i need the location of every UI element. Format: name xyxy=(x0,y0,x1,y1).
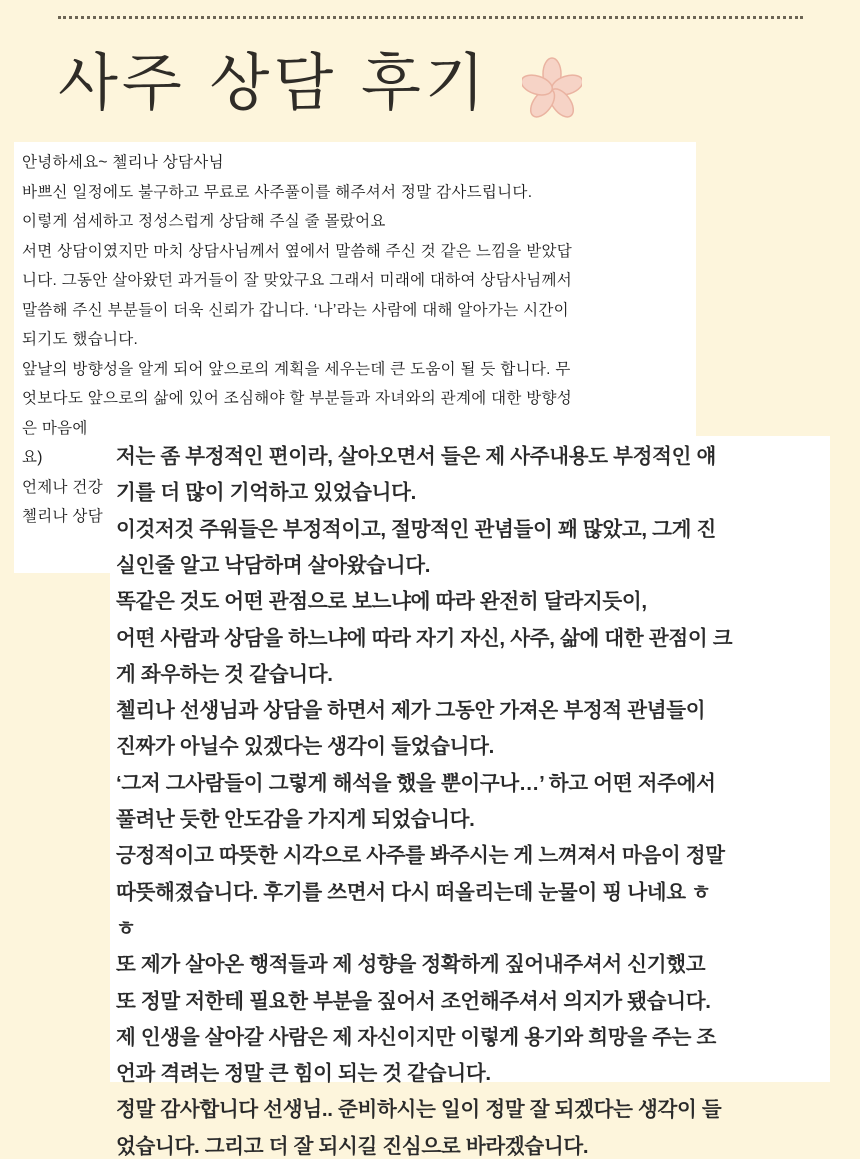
review-text-line: 말씀해 주신 부분들이 더욱 신뢰가 갑니다. ‘나’라는 사람에 대해 알아가는 시간이 xyxy=(22,301,569,319)
review-text-line: 언제나 건강 xyxy=(22,478,103,496)
review-text-line: 니다. 그동안 살아왔던 과거들이 잘 맞았구요 그래서 미래에 대하여 상담사님께서 xyxy=(22,272,573,289)
review-text-line: 또 제가 살아온 행적들과 제 성향을 정확하게 짚어내주셔서 신기했고 xyxy=(116,953,706,977)
review-text-line: 정말 감사합니다 선생님.. 준비하시는 일이 정말 잘 되겠다는 생각이 들 xyxy=(116,1098,722,1122)
review-text-line: 게 좌우하는 것 같습니다. xyxy=(116,662,333,686)
review-text-line: 은 마음에 xyxy=(22,419,88,437)
review-text-line: 안녕하세요~ 첼리나 상담사님 xyxy=(22,154,224,171)
review-text-line: 되기도 했습니다. xyxy=(22,331,139,348)
review-text-line: ㅎ xyxy=(116,916,136,940)
review-text-line: 서면 상담이였지만 마치 상담사님께서 옆에서 말씀해 주신 것 같은 느낌을 받았답 xyxy=(22,242,573,260)
review-text-line: 이렇게 섬세하고 정성스럽게 상담해 주실 줄 몰랐어요 xyxy=(22,213,386,230)
review-text-line: 긍정적이고 따뜻한 시각으로 사주를 봐주시는 게 느껴져서 마음이 정말 xyxy=(116,844,725,868)
review-text-line: 어떤 사람과 상담을 하느냐에 따라 자기 자신, 사주, 삶에 대한 관점이 크 xyxy=(116,626,733,650)
review-text-line: 첼리나 선생님과 상담을 하면서 제가 그동안 가져온 부정적 관념들이 xyxy=(116,699,706,723)
review-text-line: 실인줄 알고 낙담하며 살아왔습니다. xyxy=(116,553,431,577)
review-text-line: 이것저것 주워들은 부정적이고, 절망적인 관념들이 꽤 많았고, 그게 진 xyxy=(116,517,717,541)
review-text-line: 진짜가 아닐수 있겠다는 생각이 들었습니다. xyxy=(116,735,495,759)
review-text-line: 제 인생을 살아갈 사람은 제 자신이지만 이렇게 용기와 희망을 주는 조 xyxy=(116,1025,717,1049)
review-text-line: 또 정말 저한테 필요한 부분을 짚어서 조언해주셔서 의지가 됐습니다. xyxy=(116,989,711,1013)
review-text-line: 었습니다. 그리고 더 잘 되시길 진심으로 바라겠습니다. xyxy=(116,1134,589,1158)
review-text-line: 엇보다도 앞으로의 삶에 있어 조심해야 할 부분들과 자녀와의 관계에 대한 방향성 xyxy=(22,390,573,407)
page-title: 사주 상담 후기 xyxy=(58,46,489,119)
review-text-line: 바쁘신 일정에도 불구하고 무료로 사주풀이를 해주셔서 정말 감사드립니다. xyxy=(22,183,533,201)
review-text-line: 똑같은 것도 어떤 관점으로 보느냐에 따라 완전히 달라지듯이, xyxy=(116,590,647,614)
review-card-2 xyxy=(110,436,830,1158)
review-text-line: ‘그저 그사람들이 그렇게 해석을 했을 뿐이구나…’ 하고 어떤 저주에서 xyxy=(116,771,716,795)
review-text-line: 저는 좀 부정적인 편이라, 살아오면서 들은 제 사주내용도 부정적인 얘 xyxy=(116,445,717,468)
review-text-line: 앞날의 방향성을 알게 되어 앞으로의 계획을 세우는데 큰 도움이 될 듯 합니다. 무 xyxy=(22,360,571,378)
flower-icon xyxy=(522,55,582,125)
review-text-line: 요) xyxy=(22,449,43,466)
review-text-line: 언과 격려는 정말 큰 힘이 되는 것 같습니다. xyxy=(116,1062,491,1086)
review-text-line: 첼리나 상담 xyxy=(22,508,103,525)
review-text-line: 따뜻해졌습니다. 후기를 쓰면서 다시 떠올리는데 눈물이 핑 나네요 ㅎ xyxy=(116,880,711,904)
review-text-line: 풀려난 듯한 안도감을 가지게 되었습니다. xyxy=(116,808,475,831)
dotted-divider xyxy=(58,16,803,19)
review-text-line: 기를 더 많이 기억하고 있었습니다. xyxy=(116,481,417,505)
